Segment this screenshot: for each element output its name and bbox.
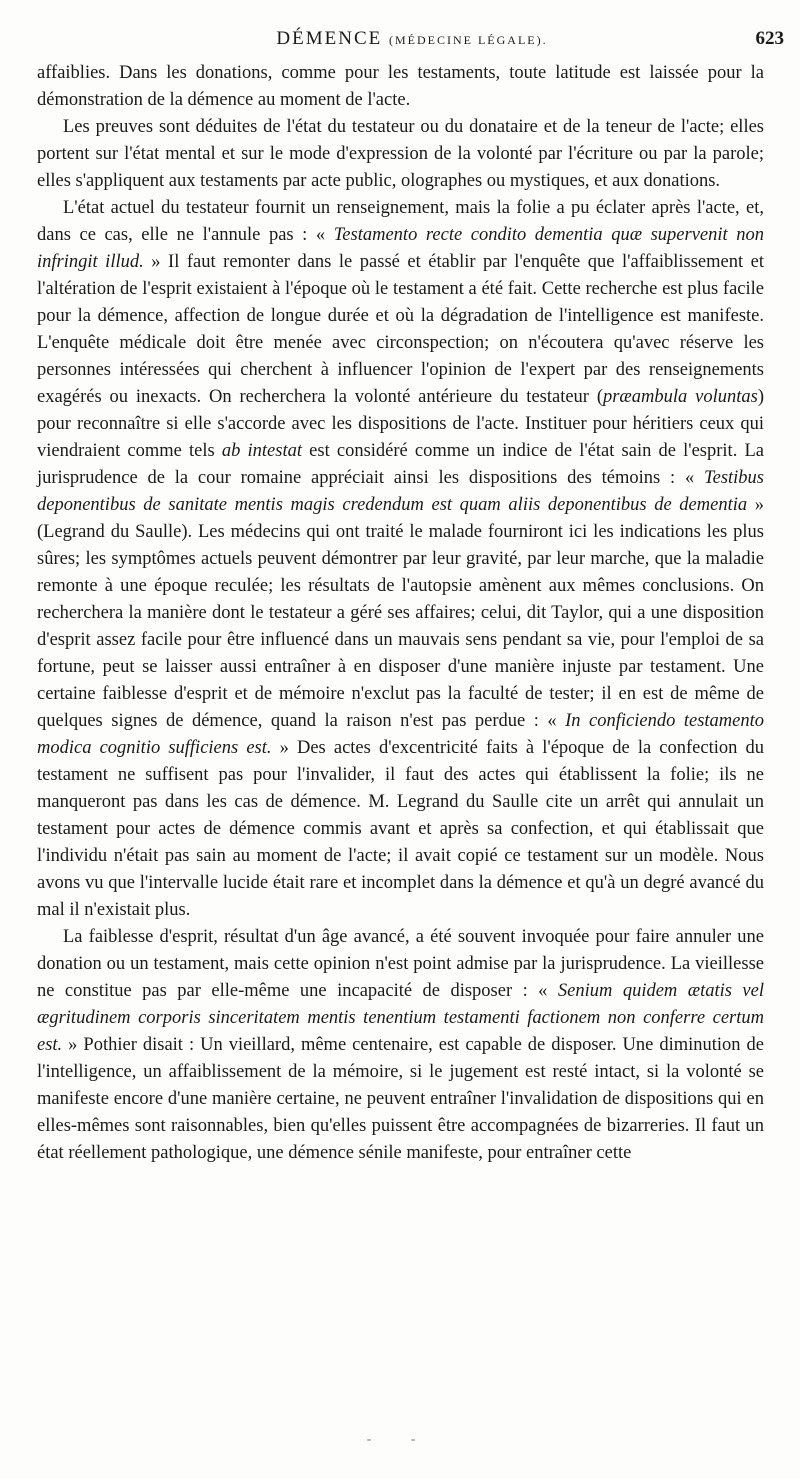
latin-quote: ab intestat (221, 441, 302, 461)
running-title-sub: (MÉDECINE LÉGALE). (388, 33, 548, 47)
text-run: La faiblesse d'esprit, résultat d'un âge avancé, a été souvent invoquée pour faire annuler une donation ou un testament, mais cette opinion n'est point admise par la jurisprudence. La vieillesse ne constitue pas par elle-même une incapacité de disposer : « (37, 927, 764, 1001)
running-title-main: DÉMENCE (276, 28, 383, 49)
latin-quote: Senium quidem ætatis vel ægritudinem corporis sinceritatem mentis tenentium testamenti factionem non conferre certum est. (37, 981, 764, 1055)
running-title (40, 28, 784, 50)
text-run: ) pour reconnaître si elle s'accorde avec les dispositions de l'acte. Instituer pour héritiers ceux qui viendraient comme tels (37, 387, 764, 461)
running-header (40, 28, 784, 58)
text-run: est considéré comme un indice de l'état sain de l'esprit. La jurisprudence de la cour romaine appréciait ainsi les dispositions des témoins : « (37, 441, 764, 488)
text-run: L'état actuel du testateur fournit un renseignement, mais la folie a pu éclater après l'acte, et, dans ce cas, elle ne l'annule pas : « (37, 198, 764, 245)
latin-quote: præambula voluntas (602, 387, 758, 407)
footer-marks: - - (366, 1432, 434, 1447)
paragraph (37, 195, 764, 924)
text-run: » Il faut remonter dans le passé et établir par l'enquête que l'affaiblissement et l'altération de l'esprit existaient à l'époque où le testament a été fait. Cette recherche est plus facile pour la démence, affection de longue durée et où la dégradation de l'intelligence est manifeste. L'enquête médicale doit être menée avec circonspection; on n'écoutera qu'avec réserve les personnes intéressées qui cherchent à influencer l'opinion de l'expert par des renseignements exagérés ou inexacts. On recherchera la volonté antérieure du testateur ( (37, 252, 764, 407)
text-run: Les preuves sont déduites de l'état du testateur ou du donataire et de la teneur de l'acte; elles portent sur l'état mental et sur le mode d'expression de la volonté par l'écriture ou par la parole; elles s'appliquent aux testaments par acte public, olographes ou mystiques, et aux donations. (37, 117, 764, 191)
latin-quote: Testamento recte condito dementia quæ supervenit non infringit illud. (37, 225, 764, 272)
paragraph (37, 60, 764, 114)
page-number: 623 (755, 28, 784, 49)
latin-quote: In conficiendo testamento modica cognitio sufficiens est. (37, 711, 764, 758)
text-run: » Des actes d'excentricité faits à l'époque de la confection du testament ne suffisent pas pour l'invalider, il faut des actes qui établissent la folie; ils ne manqueront pas dans les cas de démence. M. Legrand du Saulle cite un arrêt qui annulait un testament pour actes de démence commis avant et après sa confection, et qui établissait que l'individu n'était pas sain au moment de l'acte; il avait copié ce testament sur un modèle. Nous avons vu que l'intervalle lucide était rare et incomplet dans la démence et qu'à un degré avancé du mal il n'existait plus. (37, 738, 764, 920)
text-run: » Pothier disait : Un vieillard, même centenaire, est capable de disposer. Une diminution de l'intelligence, un affaiblissement de la mémoire, si le jugement est resté intact, si la volonté se manifeste encore d'une manière certaine, ne peuvent entraîner l'invalidation de dispositions qui en elles-mêmes sont raisonnables, bien qu'elles puissent être accompagnées de bizarreries. Il faut un état réellement pathologique, une démence sénile manifeste, pour entraîner cette (37, 1035, 764, 1163)
text-run: » (Legrand du Saulle). Les médecins qui ont traité le malade fourniront ici les indications les plus sûres; les symptômes actuels peuvent démontrer par leur gravité, par leur marche, que la maladie remonte à une époque reculée; les résultats de l'autopsie amènent aux mêmes conclusions. On recherchera la manière dont le testateur a géré ses affaires; celui, dit Taylor, qui a une disposition d'esprit assez facile pour être influencé dans un mauvais sens pendant sa vie, pour l'emploi de sa fortune, peut se laisser aussi entraîner à en disposer d'une manière injuste par testament. Une certaine faiblesse d'esprit et de mémoire n'exclut pas la faculté de tester; il en est de même de quelques signes de démence, quand la raison n'est pas perdue : « (37, 495, 765, 731)
paragraph (37, 114, 764, 195)
body-text (37, 60, 764, 1167)
paragraph (37, 924, 764, 1167)
text-run: affaiblies. Dans les donations, comme pour les testaments, toute latitude est laissée pour la démonstration de la démence au moment de l'acte. (37, 63, 764, 110)
latin-quote: Testibus deponentibus de sanitate mentis magis credendum est quam aliis deponentibus de dementia (37, 468, 764, 515)
